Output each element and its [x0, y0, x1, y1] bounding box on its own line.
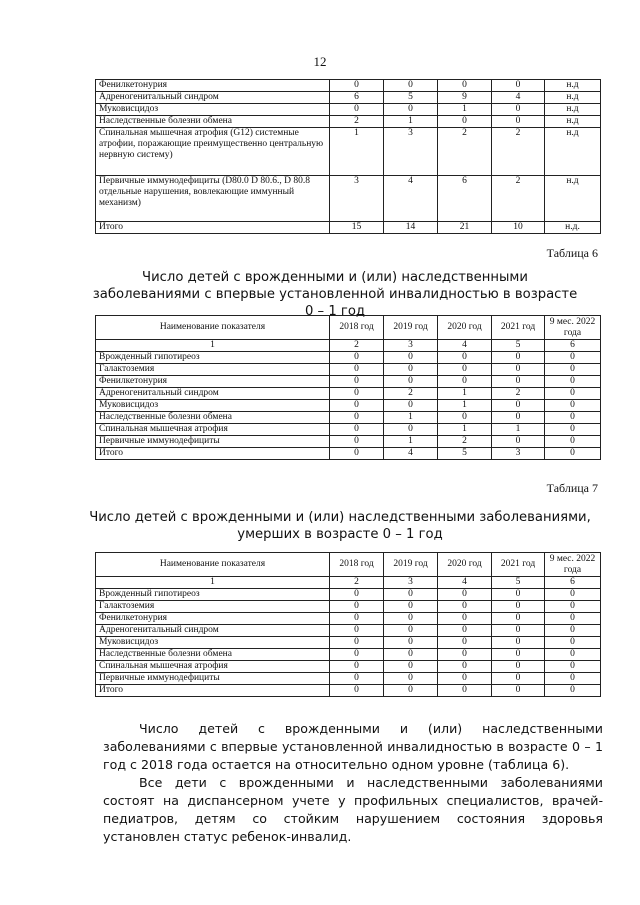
value-cell: 0: [330, 589, 384, 601]
continued-disease-table: [95, 79, 601, 234]
row-label: Спинальная мышечная атрофия: [96, 424, 330, 436]
table-row: [96, 412, 601, 424]
table-row: [96, 388, 601, 400]
table-row: [96, 637, 601, 649]
value-cell: 15: [330, 222, 384, 234]
value-cell: 0: [492, 80, 545, 92]
column-number: 6: [545, 577, 601, 589]
value-cell: 0: [330, 400, 384, 412]
table-row: [96, 673, 601, 685]
row-label: Наследственные болезни обмена: [96, 649, 330, 661]
table-row: [96, 104, 601, 116]
page-number: 12: [313, 54, 327, 69]
table-row: [96, 364, 601, 376]
value-cell: 0: [545, 424, 601, 436]
row-label: Итого: [96, 222, 330, 234]
value-cell: 0: [384, 364, 438, 376]
table-row: [96, 649, 601, 661]
value-cell: 0: [545, 649, 601, 661]
table-row: [96, 625, 601, 637]
value-cell: 0: [545, 388, 601, 400]
value-cell: 0: [330, 649, 384, 661]
row-label: Врожденный гипотиреоз: [96, 589, 330, 601]
value-cell: 0: [492, 601, 545, 613]
value-cell: 14: [384, 222, 438, 234]
table7: [95, 552, 601, 697]
table6-title: Число детей с врожденными и (или) наследственными заболеваниями с впервые установленной инвалидностью в возрасте 0 – 1 год: [92, 270, 578, 319]
value-cell: 0: [545, 601, 601, 613]
value-cell: 0: [384, 376, 438, 388]
column-number: 6: [545, 340, 601, 352]
column-number: 4: [438, 577, 492, 589]
table-row: [96, 400, 601, 412]
row-label: Наследственные болезни обмена: [96, 116, 330, 128]
value-cell: 0: [545, 364, 601, 376]
value-cell: 9: [438, 92, 492, 104]
value-cell: 0: [492, 649, 545, 661]
row-label: Первичные иммунодефициты: [96, 436, 330, 448]
value-cell: 0: [492, 625, 545, 637]
value-cell: 0: [492, 352, 545, 364]
column-number: 5: [492, 577, 545, 589]
table-row: [96, 222, 601, 234]
header-cell: 2021 год: [492, 553, 545, 577]
value-cell: 0: [492, 400, 545, 412]
value-cell: 6: [330, 92, 384, 104]
table-row: [96, 436, 601, 448]
table-row: [96, 176, 601, 222]
header-cell: 2019 год: [384, 316, 438, 340]
paragraph-2: Все дети с врожденными и наследственными заболеваниями состоят на диспансерном учете у профильных специалистов, врачей-педиатров, детям со стойким нарушением состояния здоровья установлен статус ребенок-инвалид.: [103, 775, 603, 844]
table-row: [96, 685, 601, 697]
table-row: [96, 128, 601, 176]
value-cell: 0: [545, 400, 601, 412]
row-label: Фенилкетонурия: [96, 613, 330, 625]
value-cell: 0: [438, 673, 492, 685]
value-cell: 0: [492, 364, 545, 376]
value-cell: н.д: [545, 176, 601, 222]
value-cell: н.д.: [545, 222, 601, 234]
value-cell: 21: [438, 222, 492, 234]
row-label: Галактоземия: [96, 364, 330, 376]
value-cell: 0: [438, 637, 492, 649]
column-number: 2: [330, 340, 384, 352]
header-cell: 2019 год: [384, 553, 438, 577]
value-cell: 2: [384, 388, 438, 400]
value-cell: 2: [438, 128, 492, 176]
table-row: [96, 424, 601, 436]
value-cell: 5: [384, 92, 438, 104]
value-cell: 4: [492, 92, 545, 104]
value-cell: 0: [438, 352, 492, 364]
row-label: Спинальная мышечная атрофия: [96, 661, 330, 673]
row-label: Муковисцидоз: [96, 637, 330, 649]
value-cell: 0: [384, 400, 438, 412]
value-cell: 0: [330, 661, 384, 673]
value-cell: 0: [330, 352, 384, 364]
value-cell: 0: [384, 613, 438, 625]
value-cell: 2: [492, 176, 545, 222]
value-cell: 2: [492, 128, 545, 176]
value-cell: 0: [545, 661, 601, 673]
paragraph-1: Число детей с врожденными и (или) наследственными заболеваниями с впервые установленной инвалидностью в возрасте 0 – 1 год с 2018 года остается на относительно одном уровне (таблица 6).: [103, 721, 603, 772]
value-cell: 0: [384, 673, 438, 685]
header-row: [96, 553, 601, 577]
value-cell: 0: [438, 661, 492, 673]
header-cell: 2020 год: [438, 553, 492, 577]
table-row: [96, 589, 601, 601]
value-cell: 1: [438, 388, 492, 400]
row-label: Адреногенитальный синдром: [96, 625, 330, 637]
value-cell: 0: [330, 637, 384, 649]
value-cell: 0: [545, 448, 601, 460]
table6-caption: Таблица 6: [546, 246, 598, 260]
value-cell: 0: [545, 685, 601, 697]
value-cell: 0: [545, 637, 601, 649]
table-row: [96, 352, 601, 364]
value-cell: 0: [384, 352, 438, 364]
value-cell: 0: [384, 625, 438, 637]
value-cell: 6: [438, 176, 492, 222]
column-number: 1: [96, 340, 330, 352]
column-number: 3: [384, 340, 438, 352]
value-cell: 10: [492, 222, 545, 234]
value-cell: 3: [330, 176, 384, 222]
header-cell: 2018 год: [330, 316, 384, 340]
value-cell: 0: [330, 376, 384, 388]
table-row: [96, 448, 601, 460]
value-cell: 0: [330, 436, 384, 448]
value-cell: 0: [438, 412, 492, 424]
value-cell: 0: [545, 589, 601, 601]
value-cell: 3: [492, 448, 545, 460]
row-label: Первичные иммунодефициты: [96, 673, 330, 685]
table-row: [96, 116, 601, 128]
value-cell: 0: [330, 104, 384, 116]
row-label: Итого: [96, 685, 330, 697]
value-cell: 0: [384, 685, 438, 697]
value-cell: 0: [330, 685, 384, 697]
value-cell: 0: [330, 625, 384, 637]
value-cell: 0: [330, 424, 384, 436]
value-cell: 0: [438, 116, 492, 128]
row-label: Врожденный гипотиреоз: [96, 352, 330, 364]
header-cell: Наименование показателя: [96, 553, 330, 577]
value-cell: 0: [384, 104, 438, 116]
value-cell: 0: [492, 637, 545, 649]
table-row: [96, 80, 601, 92]
header-cell: 9 мес. 2022 года: [545, 316, 601, 340]
value-cell: 1: [384, 116, 438, 128]
row-label: Наследственные болезни обмена: [96, 412, 330, 424]
value-cell: 2: [438, 436, 492, 448]
column-number: 2: [330, 577, 384, 589]
value-cell: 0: [438, 613, 492, 625]
row-label: Первичные иммунодефициты (D80.0 D 80.6., D 80.8 отдельные нарушения, вовлекающие иммунный механизм): [96, 176, 330, 222]
value-cell: 0: [330, 448, 384, 460]
value-cell: 0: [384, 649, 438, 661]
value-cell: 3: [384, 128, 438, 176]
row-label: Спинальная мышечная атрофия (G12) системные атрофии, поражающие преимущественно центральную нервную систему): [96, 128, 330, 176]
value-cell: 0: [330, 673, 384, 685]
column-number: 1: [96, 577, 330, 589]
row-label: Муковисцидоз: [96, 400, 330, 412]
value-cell: 0: [492, 116, 545, 128]
column-number-row: [96, 340, 601, 352]
column-number: 3: [384, 577, 438, 589]
table-row: [96, 376, 601, 388]
value-cell: н.д: [545, 128, 601, 176]
table7-title: Число детей с врожденными и (или) наследственными заболеваниями, умерших в возрасте 0 – 1 год: [89, 510, 591, 542]
value-cell: 0: [384, 589, 438, 601]
value-cell: 0: [330, 613, 384, 625]
value-cell: 0: [330, 388, 384, 400]
value-cell: 0: [384, 424, 438, 436]
value-cell: 0: [492, 685, 545, 697]
column-number: 5: [492, 340, 545, 352]
table-row: [96, 613, 601, 625]
header-cell: 2020 год: [438, 316, 492, 340]
value-cell: 0: [492, 436, 545, 448]
table7-caption: Таблица 7: [546, 481, 598, 495]
value-cell: 5: [438, 448, 492, 460]
row-label: Фенилкетонурия: [96, 80, 330, 92]
value-cell: 0: [492, 673, 545, 685]
header-cell: Наименование показателя: [96, 316, 330, 340]
row-label: Итого: [96, 448, 330, 460]
value-cell: 1: [438, 104, 492, 116]
row-label: Муковисцидоз: [96, 104, 330, 116]
value-cell: 2: [330, 116, 384, 128]
value-cell: 0: [492, 589, 545, 601]
value-cell: 4: [384, 448, 438, 460]
value-cell: 0: [438, 685, 492, 697]
value-cell: 2: [492, 388, 545, 400]
value-cell: 1: [384, 436, 438, 448]
row-label: Адреногенитальный синдром: [96, 388, 330, 400]
value-cell: 0: [384, 601, 438, 613]
value-cell: 0: [492, 613, 545, 625]
value-cell: 0: [438, 601, 492, 613]
value-cell: 1: [384, 412, 438, 424]
value-cell: 1: [492, 424, 545, 436]
value-cell: 0: [545, 625, 601, 637]
value-cell: 0: [330, 601, 384, 613]
value-cell: 0: [438, 649, 492, 661]
value-cell: 0: [492, 104, 545, 116]
value-cell: 0: [545, 436, 601, 448]
value-cell: 0: [384, 637, 438, 649]
value-cell: 0: [492, 376, 545, 388]
value-cell: 0: [545, 673, 601, 685]
column-number: 4: [438, 340, 492, 352]
value-cell: 0: [545, 376, 601, 388]
header-cell: 2018 год: [330, 553, 384, 577]
value-cell: 1: [438, 400, 492, 412]
row-label: Фенилкетонурия: [96, 376, 330, 388]
value-cell: 0: [545, 613, 601, 625]
header-cell: 2021 год: [492, 316, 545, 340]
value-cell: 0: [438, 80, 492, 92]
table6: [95, 315, 601, 460]
value-cell: 0: [384, 80, 438, 92]
value-cell: 4: [384, 176, 438, 222]
header-row: [96, 316, 601, 340]
value-cell: 0: [492, 661, 545, 673]
column-number-row: [96, 577, 601, 589]
value-cell: н.д: [545, 92, 601, 104]
value-cell: 0: [492, 412, 545, 424]
value-cell: 0: [438, 376, 492, 388]
table-row: [96, 92, 601, 104]
header-cell: 9 мес. 2022 года: [545, 553, 601, 577]
table-row: [96, 661, 601, 673]
row-label: Галактоземия: [96, 601, 330, 613]
value-cell: 0: [438, 625, 492, 637]
value-cell: 0: [438, 589, 492, 601]
value-cell: 0: [330, 412, 384, 424]
value-cell: 1: [438, 424, 492, 436]
row-label: Адреногенитальный синдром: [96, 92, 330, 104]
table-row: [96, 601, 601, 613]
value-cell: н.д: [545, 116, 601, 128]
value-cell: 1: [330, 128, 384, 176]
value-cell: н.д: [545, 80, 601, 92]
value-cell: 0: [330, 364, 384, 376]
value-cell: 0: [384, 661, 438, 673]
value-cell: 0: [545, 352, 601, 364]
value-cell: 0: [438, 364, 492, 376]
value-cell: н.д: [545, 104, 601, 116]
value-cell: 0: [330, 80, 384, 92]
value-cell: 0: [545, 412, 601, 424]
